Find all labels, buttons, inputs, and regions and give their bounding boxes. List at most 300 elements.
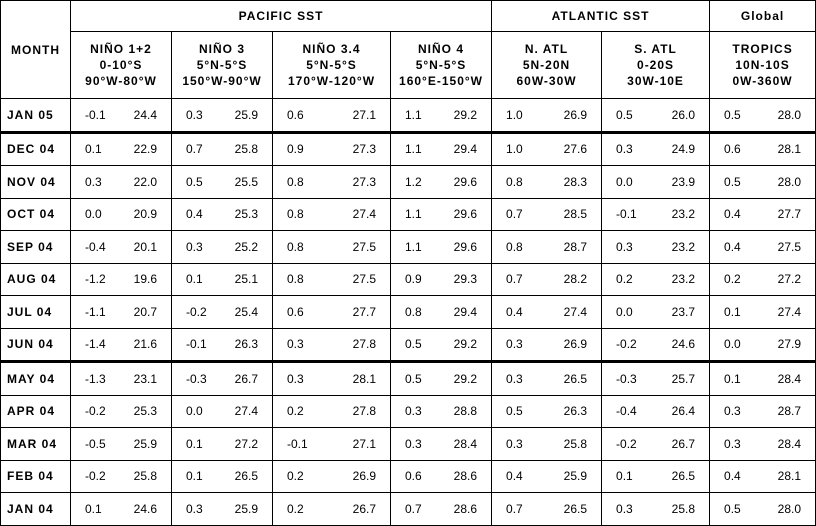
value-cell bbox=[391, 428, 492, 461]
anomaly-value: 1.1 bbox=[405, 142, 422, 157]
value-cell bbox=[710, 460, 816, 493]
temperature-value: 25.8 bbox=[563, 436, 588, 451]
value-cell bbox=[710, 166, 816, 199]
value-cell bbox=[710, 395, 816, 428]
temperature-value: 20.9 bbox=[133, 207, 157, 222]
table-row bbox=[1, 428, 816, 461]
temperature-value: 28.3 bbox=[563, 174, 588, 189]
temperature-value: 27.4 bbox=[563, 304, 588, 319]
anomaly-value: 0.4 bbox=[506, 304, 523, 319]
temperature-value: 28.4 bbox=[453, 436, 478, 451]
temperature-value: 26.5 bbox=[671, 469, 696, 484]
temperature-value: 28.0 bbox=[777, 107, 802, 122]
month-cell: JAN 05 bbox=[1, 99, 71, 133]
table-row bbox=[1, 493, 816, 526]
temperature-value: 25.7 bbox=[671, 371, 696, 386]
temperature-value: 26.5 bbox=[234, 469, 258, 484]
month-cell: APR 04 bbox=[1, 395, 71, 428]
temperature-value: 27.7 bbox=[777, 207, 802, 222]
month-cell: JUL 04 bbox=[1, 296, 71, 329]
temperature-value: 27.3 bbox=[352, 174, 376, 189]
anomaly-value: 0.2 bbox=[724, 272, 741, 287]
region-name: N. ATL bbox=[524, 42, 569, 56]
temperature-value: 28.0 bbox=[777, 174, 802, 189]
anomaly-value: 0.3 bbox=[724, 404, 741, 419]
anomaly-value: 0.5 bbox=[724, 174, 741, 189]
value-cell bbox=[602, 166, 710, 199]
value-cell bbox=[391, 231, 492, 264]
temperature-value: 20.7 bbox=[133, 304, 157, 319]
value-cell bbox=[710, 428, 816, 461]
value-cell bbox=[391, 460, 492, 493]
anomaly-value: 0.4 bbox=[724, 239, 741, 254]
temperature-value: 25.2 bbox=[234, 239, 258, 254]
month-cell: AUG 04 bbox=[1, 263, 71, 296]
anomaly-value: 0.3 bbox=[506, 436, 523, 451]
table-row bbox=[1, 99, 816, 133]
value-cell bbox=[391, 362, 492, 396]
value-cell bbox=[602, 198, 710, 231]
value-cell bbox=[172, 198, 273, 231]
region-lon: 90°W-80°W bbox=[85, 74, 157, 88]
anomaly-value: 0.6 bbox=[287, 304, 304, 319]
value-cell bbox=[602, 428, 710, 461]
value-cell bbox=[273, 198, 391, 231]
value-cell bbox=[71, 99, 172, 133]
value-cell bbox=[391, 132, 492, 166]
anomaly-value: 0.4 bbox=[186, 207, 203, 222]
anomaly-value: 0.7 bbox=[405, 501, 422, 516]
anomaly-value: 0.5 bbox=[405, 337, 422, 352]
anomaly-value: 0.1 bbox=[85, 501, 102, 516]
region-header bbox=[71, 32, 172, 99]
anomaly-value: -1.1 bbox=[85, 304, 106, 319]
region-name: NIÑO 1+2 bbox=[90, 42, 152, 56]
value-cell bbox=[710, 263, 816, 296]
value-cell bbox=[391, 166, 492, 199]
sst-table-body bbox=[1, 99, 816, 526]
month-cell: OCT 04 bbox=[1, 198, 71, 231]
anomaly-value: 0.1 bbox=[186, 272, 203, 287]
temperature-value: 29.4 bbox=[453, 142, 478, 157]
table-row bbox=[1, 263, 816, 296]
temperature-value: 26.7 bbox=[234, 371, 258, 386]
temperature-value: 27.2 bbox=[234, 436, 258, 451]
anomaly-value: 0.3 bbox=[616, 501, 633, 516]
value-cell bbox=[273, 428, 391, 461]
anomaly-value: 0.3 bbox=[616, 239, 633, 254]
value-cell bbox=[172, 296, 273, 329]
value-cell bbox=[492, 362, 602, 396]
value-cell bbox=[273, 166, 391, 199]
value-cell bbox=[71, 362, 172, 396]
global-header: Global bbox=[710, 1, 816, 32]
anomaly-value: -0.4 bbox=[616, 404, 637, 419]
region-lon: 30W-10E bbox=[627, 74, 684, 88]
region-lon: 150°W-90°W bbox=[182, 74, 262, 88]
table-row bbox=[1, 362, 816, 396]
anomaly-value: 0.2 bbox=[287, 404, 304, 419]
anomaly-value: 0.8 bbox=[506, 174, 523, 189]
anomaly-value: 0.3 bbox=[616, 142, 633, 157]
value-cell bbox=[172, 99, 273, 133]
anomaly-value: -0.4 bbox=[85, 239, 106, 254]
temperature-value: 27.5 bbox=[777, 239, 802, 254]
temperature-value: 26.7 bbox=[671, 436, 696, 451]
anomaly-value: 0.2 bbox=[616, 272, 633, 287]
temperature-value: 24.4 bbox=[133, 107, 157, 122]
anomaly-value: -0.5 bbox=[85, 436, 106, 451]
region-header bbox=[391, 32, 492, 99]
temperature-value: 25.8 bbox=[234, 142, 258, 157]
anomaly-value: 0.2 bbox=[287, 501, 304, 516]
value-cell bbox=[492, 132, 602, 166]
temperature-value: 27.8 bbox=[352, 337, 376, 352]
table-row bbox=[1, 132, 816, 166]
anomaly-value: 0.3 bbox=[506, 337, 523, 352]
value-cell bbox=[602, 132, 710, 166]
value-cell bbox=[273, 362, 391, 396]
temperature-value: 25.8 bbox=[133, 469, 157, 484]
temperature-value: 23.9 bbox=[671, 174, 696, 189]
region-lat: 0-20S bbox=[637, 58, 675, 72]
temperature-value: 29.3 bbox=[453, 272, 478, 287]
anomaly-value: 0.8 bbox=[405, 304, 422, 319]
anomaly-value: 0.1 bbox=[186, 436, 203, 451]
temperature-value: 25.8 bbox=[671, 501, 696, 516]
anomaly-value: 0.5 bbox=[616, 107, 633, 122]
temperature-value: 29.6 bbox=[453, 174, 478, 189]
anomaly-value: 0.5 bbox=[724, 501, 741, 516]
anomaly-value: 0.8 bbox=[287, 272, 304, 287]
value-cell bbox=[273, 493, 391, 526]
anomaly-value: 0.8 bbox=[287, 207, 304, 222]
value-cell bbox=[71, 166, 172, 199]
anomaly-value: 1.2 bbox=[405, 174, 422, 189]
anomaly-value: 1.1 bbox=[405, 207, 422, 222]
value-cell bbox=[492, 428, 602, 461]
anomaly-value: 0.3 bbox=[85, 174, 102, 189]
value-cell bbox=[602, 395, 710, 428]
anomaly-value: 1.0 bbox=[506, 142, 523, 157]
value-cell bbox=[71, 231, 172, 264]
region-name: NIÑO 4 bbox=[418, 42, 465, 56]
value-cell bbox=[172, 166, 273, 199]
temperature-value: 24.6 bbox=[671, 337, 696, 352]
value-cell bbox=[492, 198, 602, 231]
region-header bbox=[273, 32, 391, 99]
temperature-value: 28.6 bbox=[453, 469, 478, 484]
value-cell bbox=[710, 132, 816, 166]
region-name: NIÑO 3.4 bbox=[302, 42, 361, 56]
temperature-value: 28.7 bbox=[563, 239, 588, 254]
temperature-value: 29.2 bbox=[453, 371, 478, 386]
temperature-value: 26.7 bbox=[352, 501, 376, 516]
temperature-value: 26.9 bbox=[352, 469, 376, 484]
region-header bbox=[492, 32, 602, 99]
anomaly-value: 1.1 bbox=[405, 107, 422, 122]
month-cell: FEB 04 bbox=[1, 460, 71, 493]
anomaly-value: 0.0 bbox=[616, 304, 633, 319]
anomaly-value: 0.3 bbox=[186, 107, 203, 122]
value-cell bbox=[71, 460, 172, 493]
anomaly-value: -0.2 bbox=[85, 469, 106, 484]
value-cell bbox=[602, 362, 710, 396]
anomaly-value: -0.3 bbox=[186, 371, 207, 386]
anomaly-value: 0.0 bbox=[85, 207, 102, 222]
anomaly-value: 0.6 bbox=[287, 107, 304, 122]
temperature-value: 27.2 bbox=[777, 272, 802, 287]
pacific-sst-header: PACIFIC SST bbox=[71, 1, 492, 32]
value-cell bbox=[273, 395, 391, 428]
anomaly-value: -0.2 bbox=[85, 404, 106, 419]
value-cell bbox=[273, 263, 391, 296]
value-cell bbox=[492, 460, 602, 493]
temperature-value: 24.6 bbox=[133, 501, 157, 516]
anomaly-value: 0.7 bbox=[506, 272, 523, 287]
temperature-value: 26.5 bbox=[563, 501, 588, 516]
temperature-value: 22.9 bbox=[133, 142, 157, 157]
anomaly-value: 0.4 bbox=[506, 469, 523, 484]
temperature-value: 27.1 bbox=[352, 436, 376, 451]
value-cell bbox=[172, 362, 273, 396]
anomaly-value: 0.5 bbox=[506, 404, 523, 419]
value-cell bbox=[71, 296, 172, 329]
month-cell: NOV 04 bbox=[1, 166, 71, 199]
value-cell bbox=[273, 231, 391, 264]
anomaly-value: -0.1 bbox=[85, 107, 106, 122]
month-cell: MAY 04 bbox=[1, 362, 71, 396]
region-lat: 5°N-5°S bbox=[415, 58, 467, 72]
temperature-value: 29.4 bbox=[453, 304, 478, 319]
value-cell bbox=[71, 395, 172, 428]
temperature-value: 27.4 bbox=[777, 304, 802, 319]
region-name: TROPICS bbox=[732, 42, 793, 56]
value-cell bbox=[391, 395, 492, 428]
temperature-value: 28.4 bbox=[777, 436, 802, 451]
region-name: S. ATL bbox=[634, 42, 677, 56]
anomaly-value: 0.8 bbox=[287, 239, 304, 254]
anomaly-value: 0.0 bbox=[186, 404, 203, 419]
anomaly-value: -0.3 bbox=[616, 371, 637, 386]
table-row bbox=[1, 395, 816, 428]
temperature-value: 28.7 bbox=[777, 404, 802, 419]
region-lat: 0-10°S bbox=[99, 58, 143, 72]
month-cell: DEC 04 bbox=[1, 132, 71, 166]
anomaly-value: 0.1 bbox=[186, 469, 203, 484]
temperature-value: 25.3 bbox=[133, 404, 157, 419]
value-cell bbox=[602, 231, 710, 264]
month-header: MONTH bbox=[1, 1, 71, 99]
value-cell bbox=[492, 395, 602, 428]
anomaly-value: 1.1 bbox=[405, 239, 422, 254]
table-row bbox=[1, 296, 816, 329]
temperature-value: 25.9 bbox=[234, 107, 258, 122]
value-cell bbox=[172, 132, 273, 166]
value-cell bbox=[391, 99, 492, 133]
value-cell bbox=[710, 296, 816, 329]
region-lat: 5°N-5°S bbox=[306, 58, 357, 72]
temperature-value: 27.4 bbox=[234, 404, 258, 419]
anomaly-value: 0.5 bbox=[724, 107, 741, 122]
anomaly-value: -0.2 bbox=[186, 304, 207, 319]
anomaly-value: 0.7 bbox=[186, 142, 203, 157]
temperature-value: 25.5 bbox=[234, 174, 258, 189]
table-row bbox=[1, 166, 816, 199]
value-cell bbox=[710, 493, 816, 526]
temperature-value: 28.0 bbox=[777, 501, 802, 516]
region-header bbox=[172, 32, 273, 99]
temperature-value: 25.4 bbox=[234, 304, 258, 319]
value-cell bbox=[710, 362, 816, 396]
anomaly-value: 0.0 bbox=[724, 337, 741, 352]
value-cell bbox=[492, 231, 602, 264]
value-cell bbox=[71, 132, 172, 166]
temperature-value: 28.8 bbox=[453, 404, 478, 419]
anomaly-value: 0.7 bbox=[506, 501, 523, 516]
temperature-value: 27.4 bbox=[352, 207, 376, 222]
temperature-value: 28.1 bbox=[777, 469, 802, 484]
anomaly-value: 0.9 bbox=[405, 272, 422, 287]
temperature-value: 27.5 bbox=[352, 239, 376, 254]
anomaly-value: 0.3 bbox=[405, 404, 422, 419]
anomaly-value: -1.2 bbox=[85, 272, 106, 287]
anomaly-value: -1.3 bbox=[85, 371, 106, 386]
value-cell bbox=[71, 328, 172, 362]
temperature-value: 25.9 bbox=[133, 436, 157, 451]
anomaly-value: -0.2 bbox=[616, 436, 637, 451]
temperature-value: 27.3 bbox=[352, 142, 376, 157]
value-cell bbox=[273, 99, 391, 133]
table-row bbox=[1, 460, 816, 493]
region-lon: 60W-30W bbox=[516, 74, 577, 88]
value-cell bbox=[602, 263, 710, 296]
temperature-value: 23.2 bbox=[671, 239, 696, 254]
month-cell: JUN 04 bbox=[1, 328, 71, 362]
month-cell: JAN 04 bbox=[1, 493, 71, 526]
temperature-value: 26.0 bbox=[671, 107, 696, 122]
temperature-value: 26.3 bbox=[234, 337, 258, 352]
temperature-value: 29.6 bbox=[453, 207, 478, 222]
anomaly-value: 0.1 bbox=[85, 142, 102, 157]
value-cell bbox=[391, 263, 492, 296]
anomaly-value: 0.1 bbox=[724, 371, 741, 386]
anomaly-value: 0.3 bbox=[724, 436, 741, 451]
temperature-value: 26.3 bbox=[563, 404, 588, 419]
anomaly-value: 0.1 bbox=[724, 304, 741, 319]
value-cell bbox=[273, 296, 391, 329]
temperature-value: 25.9 bbox=[563, 469, 588, 484]
temperature-value: 26.4 bbox=[671, 404, 696, 419]
value-cell bbox=[391, 198, 492, 231]
region-lon: 170°W-120°W bbox=[287, 74, 376, 88]
temperature-value: 28.2 bbox=[563, 272, 588, 287]
temperature-value: 23.2 bbox=[671, 207, 696, 222]
value-cell bbox=[492, 328, 602, 362]
value-cell bbox=[273, 460, 391, 493]
temperature-value: 27.7 bbox=[352, 304, 376, 319]
value-cell bbox=[71, 428, 172, 461]
value-cell bbox=[492, 99, 602, 133]
temperature-value: 28.1 bbox=[777, 142, 802, 157]
temperature-value: 27.5 bbox=[352, 272, 376, 287]
temperature-value: 26.5 bbox=[563, 371, 588, 386]
region-header bbox=[602, 32, 710, 99]
temperature-value: 28.4 bbox=[777, 371, 802, 386]
value-cell bbox=[602, 99, 710, 133]
anomaly-value: 0.7 bbox=[506, 207, 523, 222]
anomaly-value: 0.9 bbox=[287, 142, 304, 157]
value-cell bbox=[391, 493, 492, 526]
value-cell bbox=[710, 231, 816, 264]
value-cell bbox=[273, 328, 391, 362]
temperature-value: 24.9 bbox=[671, 142, 696, 157]
value-cell bbox=[710, 328, 816, 362]
anomaly-value: 0.3 bbox=[186, 239, 203, 254]
temperature-value: 27.1 bbox=[352, 107, 376, 122]
value-cell bbox=[602, 460, 710, 493]
temperature-value: 28.6 bbox=[453, 501, 478, 516]
table-row bbox=[1, 231, 816, 264]
value-cell bbox=[172, 263, 273, 296]
region-header bbox=[710, 32, 816, 99]
anomaly-value: 0.3 bbox=[287, 371, 304, 386]
anomaly-value: 0.6 bbox=[405, 469, 422, 484]
anomaly-value: 0.4 bbox=[724, 469, 741, 484]
temperature-value: 29.2 bbox=[453, 337, 478, 352]
value-cell bbox=[710, 198, 816, 231]
temperature-value: 29.2 bbox=[453, 107, 478, 122]
temperature-value: 25.9 bbox=[234, 501, 258, 516]
anomaly-value: -0.1 bbox=[287, 436, 308, 451]
anomaly-value: 0.8 bbox=[506, 239, 523, 254]
value-cell bbox=[602, 328, 710, 362]
anomaly-value: -0.1 bbox=[186, 337, 207, 352]
month-cell: MAR 04 bbox=[1, 428, 71, 461]
value-cell bbox=[492, 296, 602, 329]
table-row bbox=[1, 328, 816, 362]
value-cell bbox=[602, 493, 710, 526]
anomaly-value: 0.3 bbox=[186, 501, 203, 516]
temperature-value: 26.9 bbox=[563, 337, 588, 352]
month-cell: SEP 04 bbox=[1, 231, 71, 264]
temperature-value: 28.1 bbox=[352, 371, 376, 386]
value-cell bbox=[172, 231, 273, 264]
anomaly-value: 0.3 bbox=[506, 371, 523, 386]
value-cell bbox=[602, 296, 710, 329]
anomaly-value: 0.3 bbox=[287, 337, 304, 352]
value-cell bbox=[391, 296, 492, 329]
temperature-value: 19.6 bbox=[133, 272, 157, 287]
region-lon: 0W-360W bbox=[732, 74, 793, 88]
anomaly-value: 0.3 bbox=[405, 436, 422, 451]
region-header-row bbox=[1, 32, 816, 99]
region-lat: 10N-10S bbox=[735, 58, 790, 72]
anomaly-value: 0.6 bbox=[724, 142, 741, 157]
temperature-value: 29.6 bbox=[453, 239, 478, 254]
anomaly-value: 0.1 bbox=[616, 469, 633, 484]
temperature-value: 23.1 bbox=[133, 371, 157, 386]
anomaly-value: -0.1 bbox=[616, 207, 637, 222]
temperature-value: 23.2 bbox=[671, 272, 696, 287]
temperature-value: 20.1 bbox=[133, 239, 157, 254]
value-cell bbox=[710, 99, 816, 133]
temperature-value: 27.8 bbox=[352, 404, 376, 419]
value-cell bbox=[172, 460, 273, 493]
anomaly-value: 0.5 bbox=[186, 174, 203, 189]
anomaly-value: 0.4 bbox=[724, 207, 741, 222]
temperature-value: 27.6 bbox=[563, 142, 588, 157]
